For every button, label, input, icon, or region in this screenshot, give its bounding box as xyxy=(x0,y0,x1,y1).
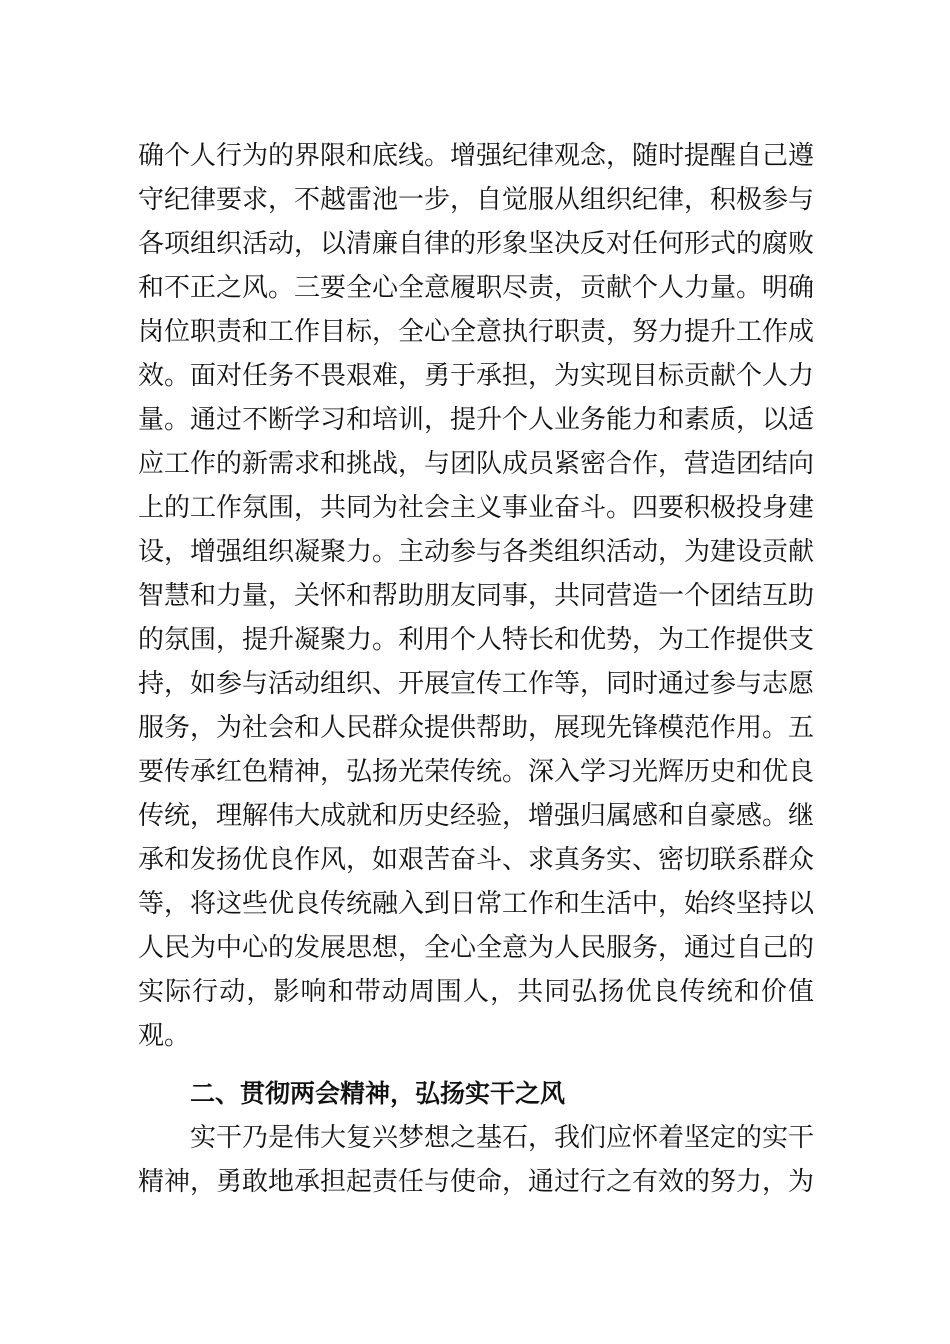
body-text-line: 确个人行为的界限和底线。增强纪律观念，随时提醒自己遵 xyxy=(138,141,814,171)
body-text-line: 岗位职责和工作目标，全心全意执行职责，努力提升工作成 xyxy=(138,317,814,347)
section-heading: 二、贯彻两会精神，弘扬实干之风 xyxy=(190,1079,566,1108)
body-text-line: 等，将这些优良传统融入到日常工作和生活中，始终坚持以 xyxy=(138,889,814,919)
body-text-line: 守纪律要求，不越雷池一步，自觉服从组织纪律，积极参与 xyxy=(138,185,814,215)
body-text-line: 量。通过不断学习和培训，提升个人业务能力和素质，以适 xyxy=(138,405,814,435)
body-text-line: 上的工作氛围，共同为社会主义事业奋斗。四要积极投身建 xyxy=(138,493,814,523)
body-text-line: 智慧和力量，关怀和帮助朋友同事，共同营造一个团结互助 xyxy=(138,581,814,611)
body-text-line: 实干乃是伟大复兴梦想之基石，我们应怀着坚定的实干 xyxy=(190,1123,814,1153)
body-text-line: 观。 xyxy=(138,1021,191,1051)
body-text-line: 服务，为社会和人民群众提供帮助，展现先锋模范作用。五 xyxy=(138,713,814,743)
body-text-line: 传统，理解伟大成就和历史经验，增强归属感和自豪感。继 xyxy=(138,801,814,831)
body-text-line: 持，如参与活动组织、开展宣传工作等，同时通过参与志愿 xyxy=(138,669,814,699)
body-text-line: 承和发扬优良作风，如艰苦奋斗、求真务实、密切联系群众 xyxy=(138,845,814,875)
body-text-line: 的氛围，提升凝聚力。利用个人特长和优势，为工作提供支 xyxy=(138,625,814,655)
body-text-line: 应工作的新需求和挑战，与团队成员紧密合作，营造团结向 xyxy=(138,449,814,479)
body-text-line: 实际行动，影响和带动周围人，共同弘扬优良传统和价值 xyxy=(138,977,814,1007)
body-text-line: 各项组织活动，以清廉自律的形象坚决反对任何形式的腐败 xyxy=(138,229,814,259)
body-text-line: 设，增强组织凝聚力。主动参与各类组织活动，为建设贡献 xyxy=(138,537,814,567)
body-text-line: 要传承红色精神，弘扬光荣传统。深入学习光辉历史和优良 xyxy=(138,757,814,787)
body-text-line: 和不正之风。三要全心全意履职尽责，贡献个人力量。明确 xyxy=(138,273,814,303)
body-text-line: 人民为中心的发展思想，全心全意为人民服务，通过自己的 xyxy=(138,933,814,963)
body-text-line: 精神，勇敢地承担起责任与使命，通过行之有效的努力，为 xyxy=(138,1167,814,1197)
body-text-line: 效。面对任务不畏艰难，勇于承担，为实现目标贡献个人力 xyxy=(138,361,814,391)
